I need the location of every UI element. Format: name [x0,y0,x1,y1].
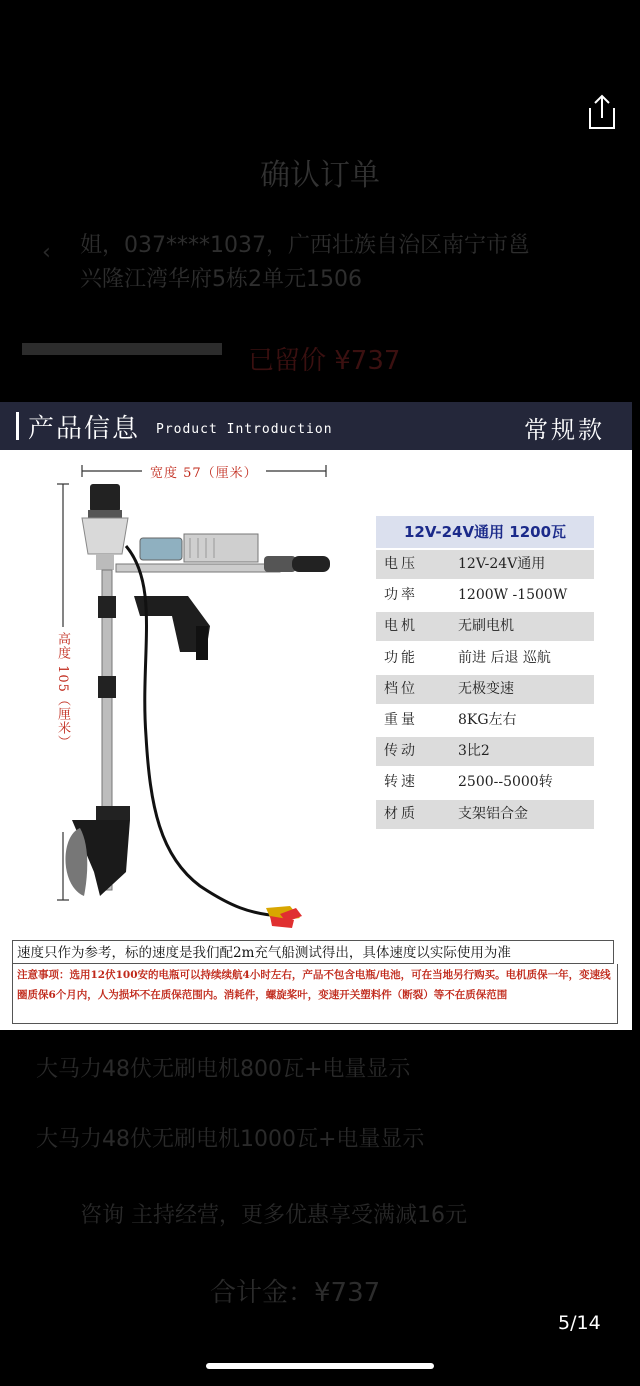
header-title-en: Product Introduction [156,422,333,437]
spec-value: 8KG左右 [458,712,517,728]
background-option-line: 大马力48伏无刷电机1000瓦+电量显示 [36,1127,425,1152]
spec-row [376,644,594,673]
spec-key: 电机 [384,618,418,635]
background-promo-line: 咨询 主持经营，更多优惠享受满减16元 [80,1203,467,1228]
spec-row [376,550,594,579]
spec-row [376,768,594,797]
header-title-cn: 产品信息 [28,414,141,444]
spec-key: 功能 [384,649,418,666]
background-address-line: 兴隆江湾华府5栋2单元1506 [80,267,362,292]
spec-key: 电压 [384,556,418,572]
spec-row [376,737,594,766]
home-indicator[interactable] [206,1363,434,1369]
spec-value: 无极变速 [458,680,514,697]
background-address-line: 姐，037****1037，广西壮族自治区南宁市邕 [80,233,530,258]
background-page-title: 确认订单 [260,158,380,193]
spec-row [376,581,594,610]
background-option-line: 大马力48伏无刷电机800瓦+电量显示 [36,1057,411,1082]
spec-row [376,800,594,829]
spec-key: 功率 [384,587,418,604]
share-icon[interactable] [584,92,620,132]
spec-key: 传动 [384,743,418,760]
product-info-header [0,402,632,450]
spec-value: 1200W -1500W [458,587,568,604]
product-image[interactable] [0,402,632,1030]
spec-value: 2500--5000转 [458,774,553,791]
background-total: 合计金：¥737 [210,1278,381,1308]
spec-value: 前进 后退 巡航 [458,649,551,666]
warranty-notice: 注意事项：选用12伏100安的电瓶可以持续续航4小时左右，产品不包含电瓶/电池，可在当地另行购买。电机质保一年，变速线圈质保6个月内，人为损坏不在质保范围内。消耗件，螺旋桨叶，变速开关塑料件（断裂）等不在质保范围 [12,964,618,1024]
outboard-motor-illustration [60,476,340,936]
spec-key: 档位 [384,680,418,697]
spec-value: 无刷电机 [458,618,514,635]
header-accent-bar [16,412,19,440]
spec-value: 12V-24V通用 [458,556,546,572]
spec-key: 转速 [384,774,418,791]
spec-value: 支架铝合金 [458,805,528,822]
header-variant-label: 常规款 [524,416,605,444]
location-icon: ‹ [42,240,51,265]
speed-disclaimer: 速度只作为参考，标的速度是我们配2m充气船测试得出，具体速度以实际使用为准 [12,940,614,964]
spec-row [376,675,594,704]
spec-row [376,612,594,641]
background-product-bar [22,343,222,355]
spec-table-title: 12V-24V通用 1200瓦 [376,516,594,548]
width-label: 宽度 57（厘米） [150,466,258,481]
spec-value: 3比2 [458,743,490,760]
height-label: 高度 105（厘米） [55,632,70,749]
spec-key: 材质 [384,805,418,822]
spec-row [376,706,594,735]
image-page-counter: 5/14 [558,1312,601,1334]
background-price: 已留价 ¥737 [248,346,401,376]
spec-key: 重量 [384,712,418,728]
